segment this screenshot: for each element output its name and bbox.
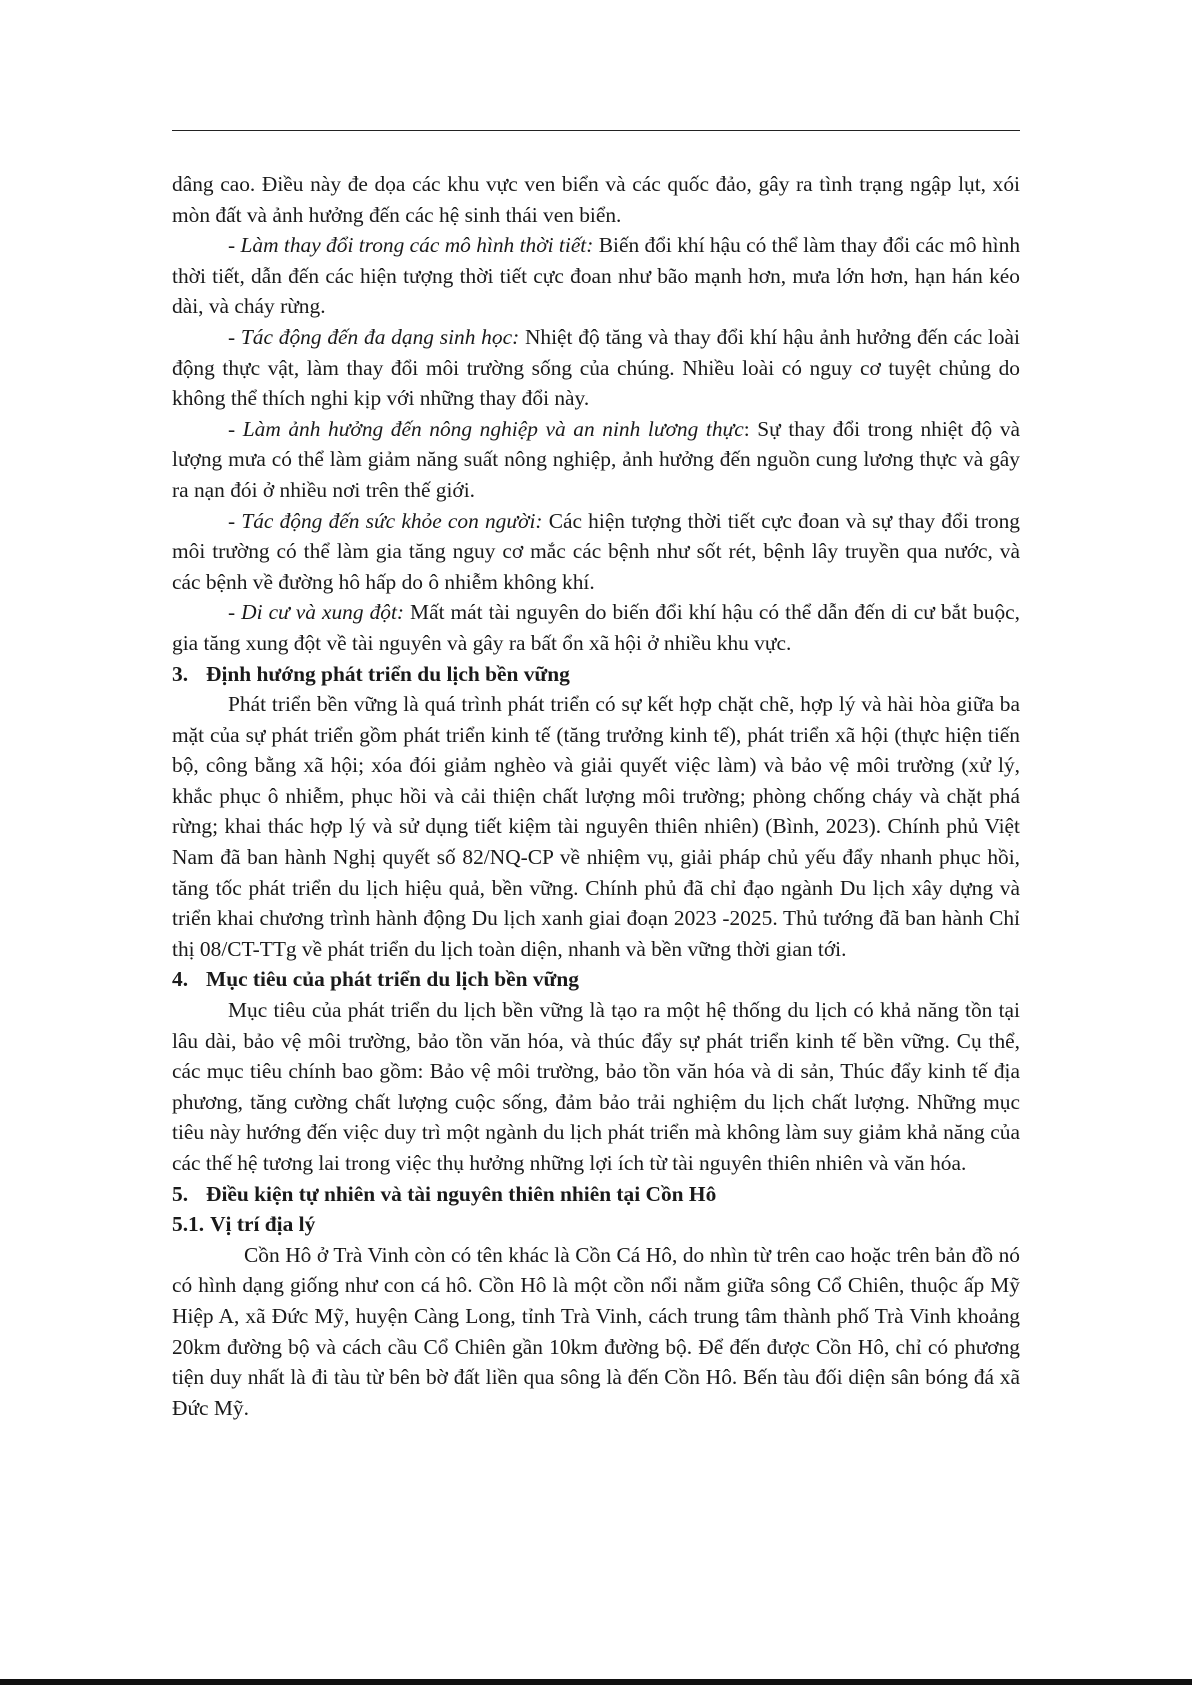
section-title: Vị trí địa lý xyxy=(210,1212,316,1237)
page-bottom-edge xyxy=(0,1679,1192,1685)
section-4-heading xyxy=(172,964,1020,995)
section-4-body: Mục tiêu của phát triển du lịch bền vững là tạo ra một hệ thống du lịch có khả năng tồn tại lâu dài, bảo vệ môi trường, bảo tồn văn hóa, và thúc đẩy sự phát triển kinh tế bền vững. Cụ thể, các mục tiêu chính bao gồm: Bảo vệ môi trường, bảo tồn văn hóa và di sản, Thúc đẩy kinh tế địa phương, tăng cường chất lượng cuộc sống, đảm bảo trải nghiệm du lịch chất lượng. Những mục tiêu này hướng đến việc duy trì một ngành du lịch phát triển mà không làm suy giảm khả năng của các thế hệ tương lai trong việc thụ hưởng những lợi ích từ tài nguyên thiên nhiên và văn hóa. xyxy=(172,998,1020,1175)
section-3-body: Phát triển bền vững là quá trình phát triển có sự kết hợp chặt chẽ, hợp lý và hài hòa giữa ba mặt của sự phát triển gồm phát triển kinh tế (tăng trưởng kinh tế), phát triển xã hội (thực hiện tiến bộ, công bằng xã hội; xóa đói giảm nghèo và giải quyết việc làm) và bảo vệ môi trường (xử lý, khắc phục ô nhiễm, phục hồi và cải thiện chất lượng môi trường; phòng chống cháy và chặt phá rừng; khai thác hợp lý và sử dụng tiết kiệm tài nguyên thiên nhiên) (Bình, 2023). Chính phủ Việt Nam đã ban hành Nghị quyết số 82/NQ-CP về nhiệm vụ, giải pháp chủ yếu đẩy nhanh phục hồi, tăng tốc phát triển du lịch hiệu quả, bền vững. Chính phủ đã chỉ đạo ngành Du lịch xây dựng và triển khai chương trình hành động Du lịch xanh giai đoạn 2023 -2025. Thủ tướng đã ban hành Chỉ thị 08/CT-TTg về phát triển du lịch toàn diện, nhanh và bền vững thời gian tới. xyxy=(172,692,1020,961)
section-title: Mục tiêu của phát triển du lịch bền vững xyxy=(206,967,579,992)
impact-lead: - Di cư và xung đột: xyxy=(228,600,405,625)
section-5-1-body: Cồn Hô ở Trà Vinh còn có tên khác là Cồn Cá Hô, do nhìn từ trên cao hoặc trên bản đồ nó có hình dạng giống như con cá hô. Cồn Hô là một cồn nổi nằm giữa sông Cổ Chiên, thuộc ấp Mỹ Hiệp A, xã Đức Mỹ, huyện Càng Long, tỉnh Trà Vinh, cách trung tâm thành phố Trà Vinh khoảng 20km đường bộ và cách cầu Cổ Chiên gần 10km đường bộ. Để đến được Cồn Hô, chỉ có phương tiện duy nhất là đi tàu từ bên bờ đất liền qua sông là đến Cồn Hô. Bến tàu đối diện sân bóng đá xã Đức Mỹ. xyxy=(172,1242,1020,1420)
impact-text: Mất mát tài nguyên do biến đổi khí hậu có thể dẫn đến di cư bắt buộc, gia tăng xung đột về tài nguyên và gây ra bất ổn xã hội ở nhiều khu vực. xyxy=(172,600,1020,655)
section-title: Điều kiện tự nhiên và tài nguyên thiên nhiên tại Cồn Hô xyxy=(206,1181,717,1206)
section-number: 4. xyxy=(172,967,189,992)
impact-lead: - Làm ảnh hưởng đến nông nghiệp và an ninh lương thực xyxy=(228,416,744,441)
impact-biodiversity xyxy=(172,322,1020,414)
impact-weather-patterns xyxy=(172,230,1020,322)
impact-text: Biến đổi khí hậu có thể làm thay đổi các mô hình thời tiết, dẫn đến các hiện tượng thời tiết cực đoan như bão mạnh hơn, mưa lớn hơn, hạn hán kéo dài, và cháy rừng. xyxy=(172,233,1021,319)
impact-health xyxy=(172,506,1020,598)
section-5-heading xyxy=(172,1179,1020,1210)
section-title: Định hướng phát triển du lịch bền vững xyxy=(206,661,570,686)
impact-text: Các hiện tượng thời tiết cực đoan và sự thay đổi trong môi trường có thể làm gia tăng nguy cơ mắc các bệnh như sốt rét, bệnh lây truyền qua nước, và các bệnh về đường hô hấp do ô nhiễm không khí. xyxy=(172,508,1020,594)
continuation-paragraph: dâng cao. Điều này đe dọa các khu vực ven biển và các quốc đảo, gây ra tình trạng ngập lụt, xói mòn đất và ảnh hưởng đến các hệ sinh thái ven biển. xyxy=(172,172,1020,227)
impact-text: : Sự thay đổi trong nhiệt độ và lượng mưa có thể làm giảm năng suất nông nghiệp, ảnh hưởng đến nguồn cung lương thực và gây ra nạn đói ở nhiều nơi trên thế giới. xyxy=(172,416,1021,502)
impact-agriculture xyxy=(172,414,1020,506)
section-number: 5. xyxy=(172,1181,189,1206)
impact-lead: - Tác động đến sức khỏe con người: xyxy=(228,508,543,533)
section-5-1-heading xyxy=(172,1209,1020,1240)
page-body xyxy=(172,169,1020,1423)
impact-migration xyxy=(172,597,1020,658)
header-rule xyxy=(172,130,1020,131)
section-3-heading xyxy=(172,659,1020,690)
impact-lead: - Tác động đến đa dạng sinh học: xyxy=(228,324,520,349)
section-number: 3. xyxy=(172,661,189,686)
impact-lead: - Làm thay đổi trong các mô hình thời tiết: xyxy=(228,233,594,258)
section-number: 5.1. xyxy=(172,1212,205,1237)
impact-text: Nhiệt độ tăng và thay đổi khí hậu ảnh hưởng đến các loài động thực vật, làm thay đổi môi trường sống của chúng. Nhiều loài có nguy cơ tuyệt chủng do không thể thích nghi kịp với những thay đổi này. xyxy=(172,324,1020,411)
